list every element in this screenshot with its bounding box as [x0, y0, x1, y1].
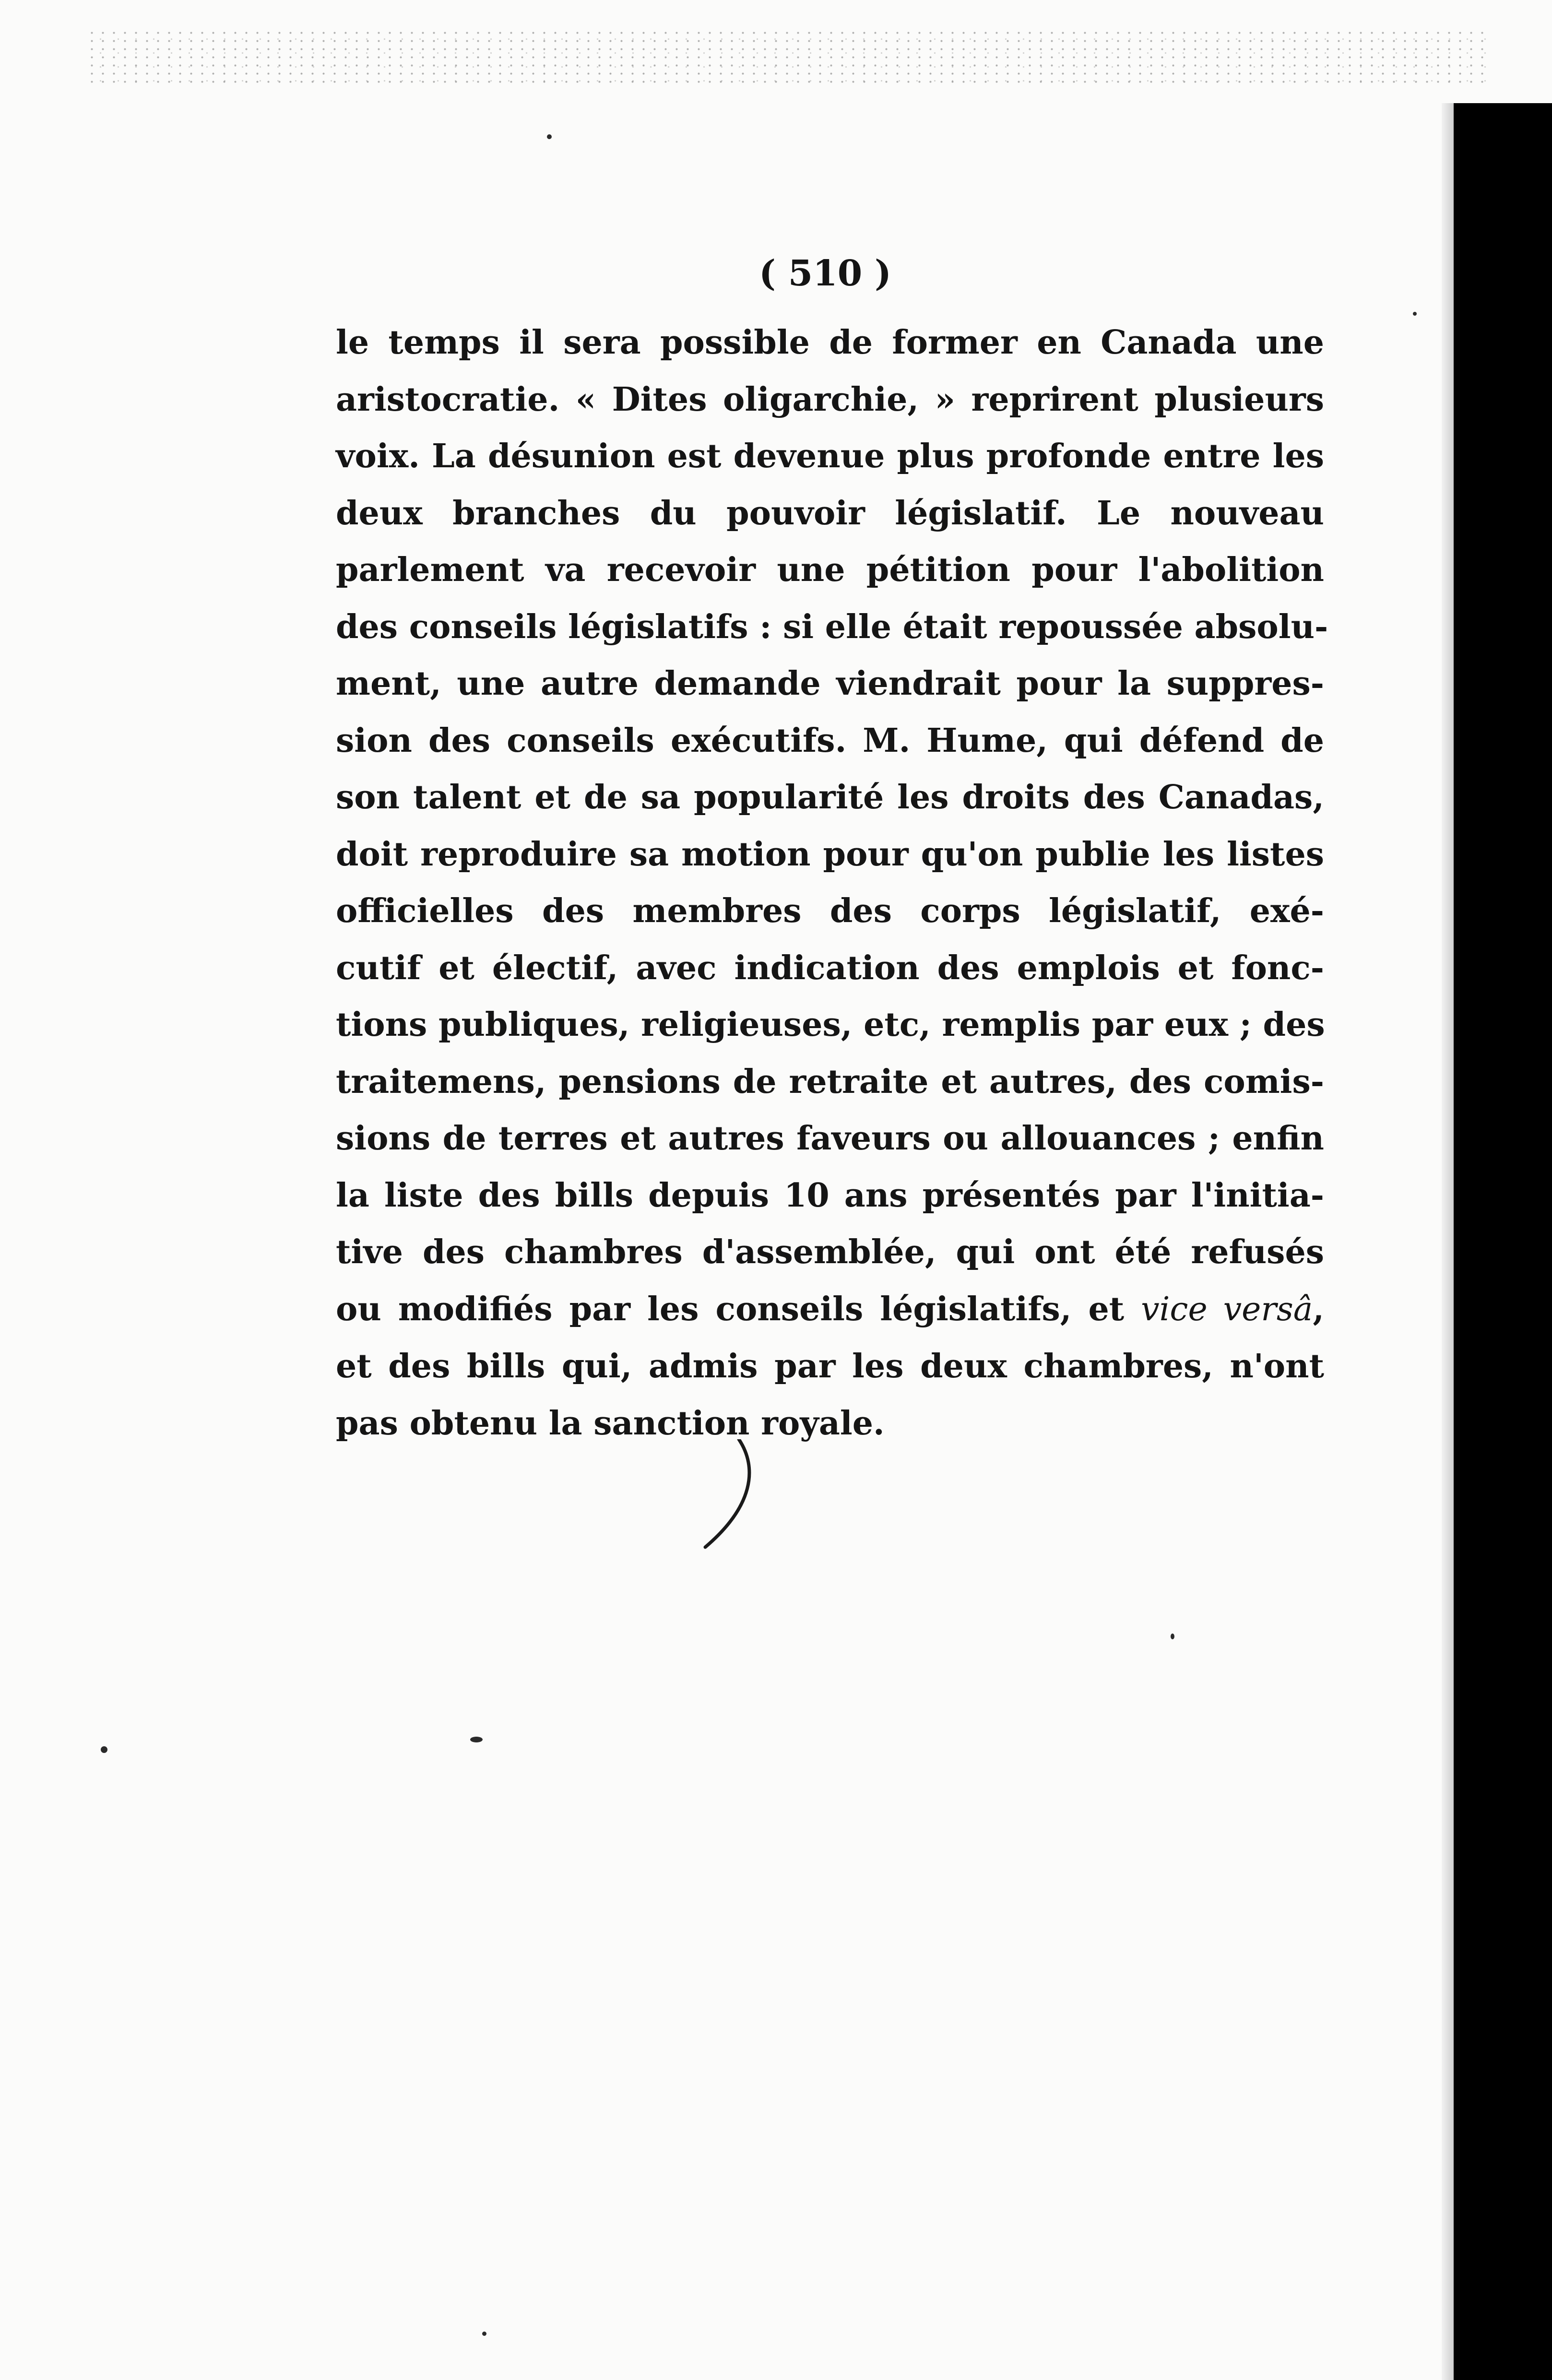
text-line: sion des conseils exécutifs. M. Hume, qui défend de — [336, 721, 1324, 760]
speck — [470, 1737, 483, 1742]
text-line: ment, une autre demande viendrait pour la suppres- — [336, 664, 1324, 703]
text-line: sions de terres et autres faveurs ou allouances ; enfin — [336, 1119, 1324, 1158]
stray-pen-mark — [700, 1439, 777, 1550]
speck — [547, 134, 552, 139]
binding-edge — [1454, 103, 1552, 2380]
speck — [1171, 1634, 1174, 1639]
text-line: la liste des bills depuis 10 ans présentés par l'initia- — [336, 1176, 1324, 1215]
binding-shadow — [1442, 103, 1454, 2380]
text-line: des conseils législatifs : si elle était repoussée absolu- — [336, 607, 1328, 646]
text-line: parlement va recevoir une pétition pour l'abolition — [336, 551, 1324, 589]
scan-noise — [86, 29, 1487, 86]
text-line: tive des chambres d'assemblée, qui ont été refusés — [336, 1233, 1324, 1271]
text-line: son talent et de sa popularité les droits des Canadas, — [336, 778, 1324, 817]
speck — [101, 1746, 107, 1753]
text-line: doit reproduire sa motion pour qu'on publie les listes — [336, 835, 1324, 874]
page-number: ( 510 ) — [758, 253, 892, 294]
speck — [482, 2332, 486, 2336]
text-line: voix. La désunion est devenue plus profonde entre les — [336, 437, 1324, 475]
text-line: pas obtenu la sanction royale. — [336, 1404, 885, 1443]
text-line: traitemens, pensions de retraite et autres, des comis- — [336, 1062, 1324, 1101]
text-line: aristocratie. « Dites oligarchie, » reprirent plusieurs — [336, 380, 1324, 419]
text-line-end: , — [1313, 1290, 1324, 1328]
text-line: officielles des membres des corps législatif, exé- — [336, 892, 1324, 930]
italic-phrase: vice versâ — [1141, 1290, 1313, 1328]
speck — [1413, 312, 1417, 316]
text-line: cutif et électif, avec indication des emplois et fonc- — [336, 948, 1324, 987]
text-line: et des bills qui, admis par les deux chambres, n'ont — [336, 1347, 1324, 1385]
body-paragraph — [336, 314, 1328, 1452]
text-line: tions publiques, religieuses, etc, remplis par eux ; des — [336, 1006, 1325, 1044]
text-line: deux branches du pouvoir législatif. Le nouveau — [336, 494, 1324, 533]
text-line: le temps il sera possible de former en Canada une — [336, 323, 1324, 362]
text-line-start: ou modifiés par les conseils législatifs, et — [336, 1290, 1141, 1328]
text-line — [336, 1281, 1324, 1338]
